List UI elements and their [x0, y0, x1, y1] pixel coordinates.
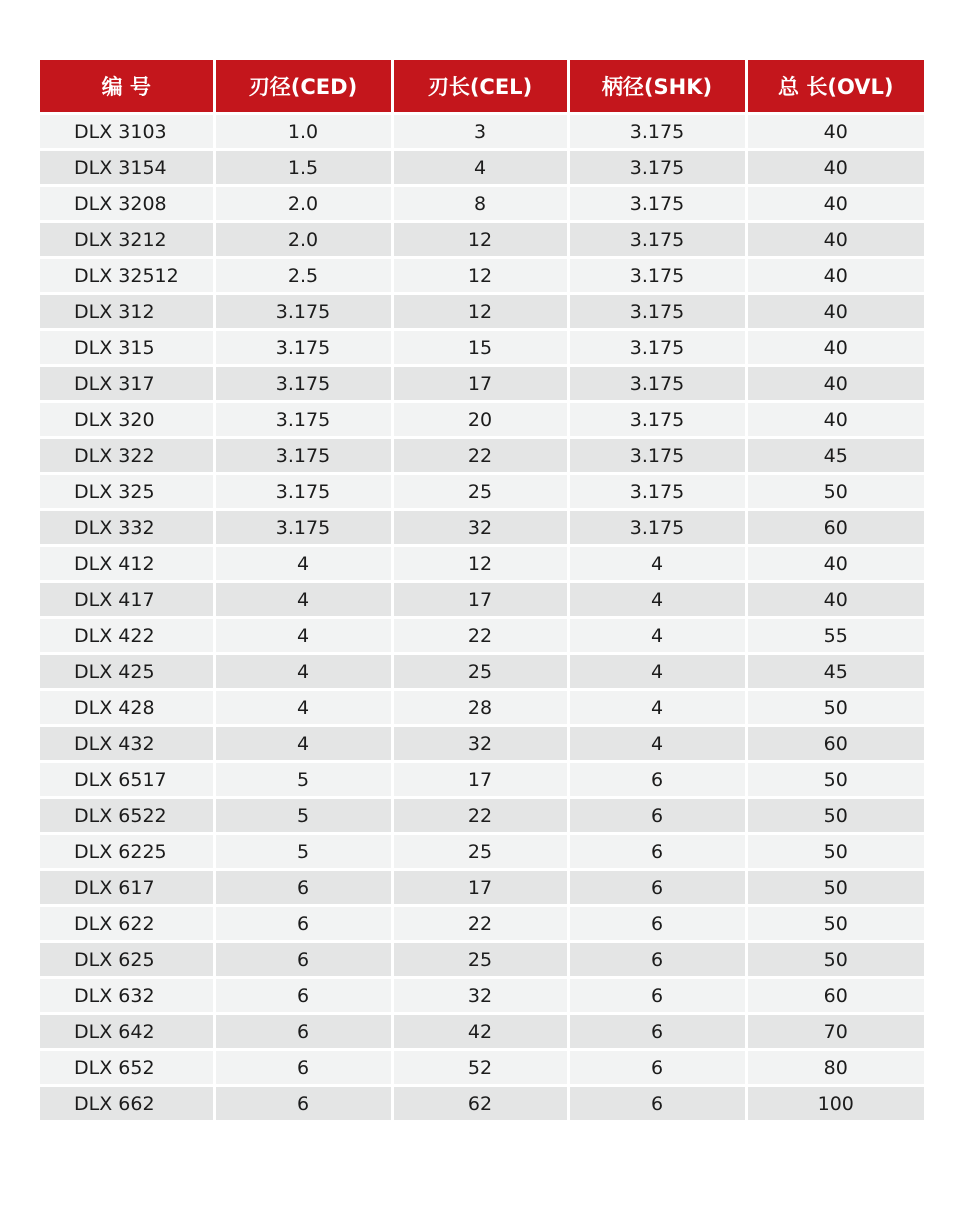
cell-code: DLX 417 — [40, 582, 214, 618]
cell-cutting-length: 15 — [392, 330, 568, 366]
header-overall-length: 总 长(OVL) — [746, 60, 924, 114]
cell-cutting-length: 42 — [392, 1014, 568, 1050]
cell-cutting-length: 4 — [392, 150, 568, 186]
cell-cutting-diameter: 4 — [214, 546, 392, 582]
cell-shank-diameter: 3.175 — [568, 186, 746, 222]
table-row — [40, 1086, 924, 1121]
cell-shank-diameter: 4 — [568, 654, 746, 690]
cell-cutting-length: 25 — [392, 834, 568, 870]
cell-overall-length: 40 — [746, 186, 924, 222]
cell-code: DLX 422 — [40, 618, 214, 654]
cell-cutting-length: 12 — [392, 546, 568, 582]
cell-code: DLX 312 — [40, 294, 214, 330]
cell-code: DLX 425 — [40, 654, 214, 690]
cell-overall-length: 50 — [746, 906, 924, 942]
cell-code: DLX 6517 — [40, 762, 214, 798]
cell-cutting-diameter: 4 — [214, 654, 392, 690]
cell-code: DLX 625 — [40, 942, 214, 978]
cell-cutting-length: 17 — [392, 870, 568, 906]
table-row — [40, 690, 924, 726]
cell-cutting-diameter: 2.0 — [214, 186, 392, 222]
cell-shank-diameter: 3.175 — [568, 510, 746, 546]
cell-code: DLX 412 — [40, 546, 214, 582]
cell-shank-diameter: 6 — [568, 1014, 746, 1050]
cell-shank-diameter: 4 — [568, 546, 746, 582]
cell-shank-diameter: 6 — [568, 1050, 746, 1086]
cell-shank-diameter: 3.175 — [568, 402, 746, 438]
table-row — [40, 186, 924, 222]
cell-code: DLX 320 — [40, 402, 214, 438]
cell-cutting-diameter: 3.175 — [214, 402, 392, 438]
table-row — [40, 546, 924, 582]
cell-overall-length: 40 — [746, 402, 924, 438]
cell-overall-length: 40 — [746, 366, 924, 402]
cell-cutting-length: 12 — [392, 258, 568, 294]
cell-cutting-diameter: 3.175 — [214, 438, 392, 474]
cell-overall-length: 40 — [746, 222, 924, 258]
cell-code: DLX 662 — [40, 1086, 214, 1121]
header-shank-diameter: 柄径(SHK) — [568, 60, 746, 114]
cell-cutting-length: 22 — [392, 618, 568, 654]
spec-table — [40, 60, 924, 1120]
cell-overall-length: 100 — [746, 1086, 924, 1121]
cell-cutting-diameter: 6 — [214, 1050, 392, 1086]
table-row — [40, 870, 924, 906]
cell-overall-length: 80 — [746, 1050, 924, 1086]
cell-overall-length: 45 — [746, 654, 924, 690]
cell-cutting-length: 25 — [392, 474, 568, 510]
table-row — [40, 654, 924, 690]
cell-overall-length: 50 — [746, 942, 924, 978]
cell-overall-length: 50 — [746, 762, 924, 798]
cell-shank-diameter: 3.175 — [568, 258, 746, 294]
table-row — [40, 294, 924, 330]
cell-shank-diameter: 4 — [568, 726, 746, 762]
cell-code: DLX 3208 — [40, 186, 214, 222]
cell-cutting-length: 32 — [392, 978, 568, 1014]
cell-cutting-diameter: 4 — [214, 582, 392, 618]
cell-cutting-diameter: 6 — [214, 870, 392, 906]
header-code: 编 号 — [40, 60, 214, 114]
cell-cutting-diameter: 3.175 — [214, 294, 392, 330]
cell-cutting-diameter: 5 — [214, 834, 392, 870]
cell-cutting-length: 22 — [392, 906, 568, 942]
table-row — [40, 1050, 924, 1086]
cell-cutting-length: 22 — [392, 438, 568, 474]
cell-cutting-length: 25 — [392, 654, 568, 690]
cell-shank-diameter: 3.175 — [568, 474, 746, 510]
cell-cutting-diameter: 1.0 — [214, 114, 392, 150]
cell-cutting-length: 12 — [392, 294, 568, 330]
table-row — [40, 978, 924, 1014]
cell-code: DLX 6522 — [40, 798, 214, 834]
table-row — [40, 222, 924, 258]
cell-overall-length: 40 — [746, 294, 924, 330]
cell-overall-length: 50 — [746, 834, 924, 870]
cell-code: DLX 6225 — [40, 834, 214, 870]
cell-overall-length: 60 — [746, 726, 924, 762]
cell-code: DLX 622 — [40, 906, 214, 942]
table-row — [40, 510, 924, 546]
cell-shank-diameter: 3.175 — [568, 222, 746, 258]
cell-cutting-diameter: 5 — [214, 762, 392, 798]
cell-code: DLX 32512 — [40, 258, 214, 294]
cell-cutting-length: 62 — [392, 1086, 568, 1121]
cell-code: DLX 3212 — [40, 222, 214, 258]
cell-cutting-diameter: 4 — [214, 690, 392, 726]
cell-overall-length: 40 — [746, 582, 924, 618]
cell-overall-length: 70 — [746, 1014, 924, 1050]
cell-code: DLX 652 — [40, 1050, 214, 1086]
cell-shank-diameter: 4 — [568, 618, 746, 654]
cell-shank-diameter: 6 — [568, 942, 746, 978]
cell-cutting-length: 17 — [392, 582, 568, 618]
cell-cutting-diameter: 3.175 — [214, 330, 392, 366]
cell-code: DLX 3103 — [40, 114, 214, 150]
cell-shank-diameter: 6 — [568, 870, 746, 906]
cell-cutting-diameter: 1.5 — [214, 150, 392, 186]
table-row — [40, 474, 924, 510]
cell-cutting-length: 52 — [392, 1050, 568, 1086]
cell-code: DLX 3154 — [40, 150, 214, 186]
header-cutting-length: 刃长(CEL) — [392, 60, 568, 114]
cell-overall-length: 45 — [746, 438, 924, 474]
table-row — [40, 906, 924, 942]
cell-cutting-length: 20 — [392, 402, 568, 438]
table-row — [40, 258, 924, 294]
cell-cutting-length: 8 — [392, 186, 568, 222]
cell-shank-diameter: 3.175 — [568, 114, 746, 150]
header-cutting-diameter: 刃径(CED) — [214, 60, 392, 114]
cell-cutting-diameter: 6 — [214, 1086, 392, 1121]
cell-cutting-diameter: 3.175 — [214, 366, 392, 402]
cell-shank-diameter: 3.175 — [568, 150, 746, 186]
cell-overall-length: 50 — [746, 870, 924, 906]
table-row — [40, 726, 924, 762]
cell-shank-diameter: 6 — [568, 1086, 746, 1121]
cell-code: DLX 632 — [40, 978, 214, 1014]
cell-code: DLX 322 — [40, 438, 214, 474]
cell-cutting-length: 28 — [392, 690, 568, 726]
cell-cutting-diameter: 6 — [214, 942, 392, 978]
cell-code: DLX 325 — [40, 474, 214, 510]
table-row — [40, 762, 924, 798]
cell-overall-length: 60 — [746, 510, 924, 546]
cell-overall-length: 40 — [746, 114, 924, 150]
cell-code: DLX 428 — [40, 690, 214, 726]
cell-cutting-diameter: 5 — [214, 798, 392, 834]
cell-shank-diameter: 6 — [568, 762, 746, 798]
cell-cutting-length: 22 — [392, 798, 568, 834]
cell-cutting-diameter: 4 — [214, 726, 392, 762]
cell-shank-diameter: 3.175 — [568, 330, 746, 366]
table-row — [40, 834, 924, 870]
cell-cutting-diameter: 3.175 — [214, 474, 392, 510]
cell-overall-length: 50 — [746, 690, 924, 726]
cell-cutting-diameter: 6 — [214, 906, 392, 942]
table-row — [40, 798, 924, 834]
table-body — [40, 114, 924, 1121]
cell-code: DLX 432 — [40, 726, 214, 762]
table-row — [40, 366, 924, 402]
cell-overall-length: 60 — [746, 978, 924, 1014]
cell-code: DLX 332 — [40, 510, 214, 546]
cell-shank-diameter: 6 — [568, 798, 746, 834]
cell-cutting-length: 17 — [392, 762, 568, 798]
cell-cutting-length: 32 — [392, 510, 568, 546]
cell-code: DLX 317 — [40, 366, 214, 402]
cell-shank-diameter: 6 — [568, 978, 746, 1014]
cell-cutting-diameter: 4 — [214, 618, 392, 654]
cell-shank-diameter: 6 — [568, 834, 746, 870]
cell-code: DLX 617 — [40, 870, 214, 906]
cell-overall-length: 55 — [746, 618, 924, 654]
cell-cutting-diameter: 2.5 — [214, 258, 392, 294]
cell-shank-diameter: 4 — [568, 690, 746, 726]
table-row — [40, 330, 924, 366]
cell-cutting-length: 3 — [392, 114, 568, 150]
cell-overall-length: 40 — [746, 330, 924, 366]
cell-cutting-diameter: 6 — [214, 1014, 392, 1050]
table-row — [40, 114, 924, 150]
cell-cutting-length: 25 — [392, 942, 568, 978]
cell-cutting-length: 12 — [392, 222, 568, 258]
cell-shank-diameter: 4 — [568, 582, 746, 618]
cell-cutting-diameter: 2.0 — [214, 222, 392, 258]
cell-cutting-length: 17 — [392, 366, 568, 402]
cell-overall-length: 50 — [746, 798, 924, 834]
cell-overall-length: 50 — [746, 474, 924, 510]
cell-shank-diameter: 6 — [568, 906, 746, 942]
table-row — [40, 1014, 924, 1050]
table-row — [40, 402, 924, 438]
cell-code: DLX 642 — [40, 1014, 214, 1050]
table-row — [40, 438, 924, 474]
cell-overall-length: 40 — [746, 150, 924, 186]
cell-cutting-diameter: 6 — [214, 978, 392, 1014]
cell-overall-length: 40 — [746, 258, 924, 294]
table-row — [40, 150, 924, 186]
cell-code: DLX 315 — [40, 330, 214, 366]
cell-shank-diameter: 3.175 — [568, 366, 746, 402]
header-row — [40, 60, 924, 114]
table-row — [40, 942, 924, 978]
cell-shank-diameter: 3.175 — [568, 438, 746, 474]
table-row — [40, 582, 924, 618]
table-row — [40, 618, 924, 654]
cell-overall-length: 40 — [746, 546, 924, 582]
cell-shank-diameter: 3.175 — [568, 294, 746, 330]
cell-cutting-length: 32 — [392, 726, 568, 762]
cell-cutting-diameter: 3.175 — [214, 510, 392, 546]
